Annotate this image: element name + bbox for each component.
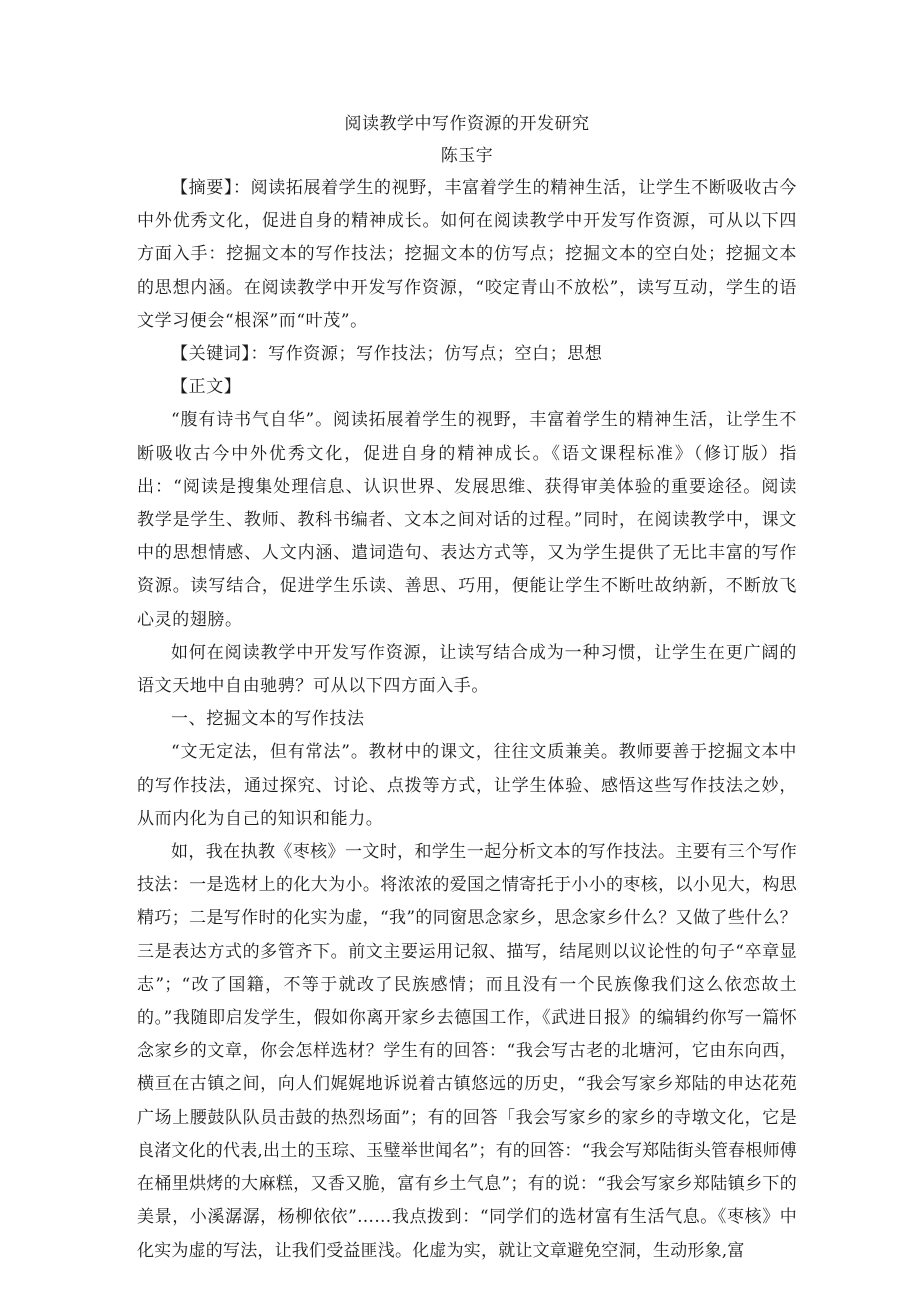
- body-paragraph: “文无定法，但有常法”。教材中的课文，往往文质兼美。教师要善于挖掘文本中的写作技法，通过探究、讨论、点拨等方式，让学生体验、感悟这些写作技法之妙，从而内化为自己的知识和能力。: [137, 742, 797, 829]
- body-paragraph: 如何在阅读教学中开发写作资源，让读写结合成为一种习惯，让学生在更广阔的语文天地中自由驰骋？可从以下四方面入手。: [137, 642, 797, 697]
- document-title: 阅读教学中写作资源的开发研究: [344, 114, 590, 134]
- section-heading: 一、挖掘文本的写作技法: [171, 709, 365, 730]
- keywords-paragraph: 【关键词】：写作资源；写作技法；仿写点；空白；思想: [171, 344, 603, 365]
- body-paragraph: “腹有诗书气自华”。阅读拓展着学生的视野，丰富着学生的精神生活，让学生不断吸收古今中外优秀文化，促进自身的精神成长。《语文课程标准》（修订版）指出：“阅读是搜集处理信息、认识世界、发展思维、获得审美体验的重要途径。阅读教学是学生、教师、教科书编者、文本之间对话的过程。”同时，在阅读教学中，课文中的思想情感、人文内涵、遣词造句、表达方式等，又为学生提供了无比丰富的写作资源。读写结合，促进学生乐读、善思、巧用，便能让学生不断吐故纳新，不断放飞心灵的翅膀。: [137, 410, 797, 630]
- body-heading: 【正文】: [171, 377, 242, 398]
- document-page: [137, 108, 797, 1268]
- body-paragraph: 如，我在执教《枣核》一文时，和学生一起分析文本的写作技法。主要有三个写作技法：一是选材上的化大为小。将浓浓的爱国之情寄托于小小的枣核，以小见大，构思精巧；二是写作时的化实为虚，“我”的同窗思念家乡，思念家乡什么？又做了些什么？三是表达方式的多管齐下。前文主要运用记叙、描写，结尾则以议论性的句子“卒章显志”；“改了国籍，不等于就改了民族感情；而且没有一个民族像我们这么依恋故土的。”我随即启发学生，假如你离开家乡去德国工作，《武进日报》的编辑约你写一篇怀念家乡的文章，你会怎样选材？学生有的回答：“我会写古老的北塘河，它由东向西，横亘在古镇之间，向人们娓娓地诉说着古镇悠远的历史，“我会写家乡郑陆的申达花苑广场上腰鼓队队员击鼓的热烈场面”；有的回答「我会写家乡的家乡的寺墩文化，它是良渚文化的代表,出土的玉琮、玉璧举世闻名”；有的回答：“我会写郑陆街头管春根师傅在桶里烘烤的大麻糕，又香又脆，富有乡土气息”；有的说：“我会写家乡郑陆镇乡下的美景，小溪潺潺，杨柳依依”……我点拨到：“同学们的选材富有生活气息。《枣核》中化实为虚的写法，让我们受益匪浅。化虚为实，就让文章避免空洞，生动形象,富: [137, 842, 797, 1261]
- document-author: 陈玉宇: [440, 146, 494, 166]
- abstract-paragraph: 【摘要】：阅读拓展着学生的视野，丰富着学生的精神生活，让学生不断吸收古今中外优秀文化，促进自身的精神成长。如何在阅读教学中开发写作资源，可从以下四方面入手：挖掘文本的写作技法；挖掘文本的仿写点；挖掘文本的空白处；挖掘文本的思想内涵。在阅读教学中开发写作资源，“咬定青山不放松”，读写互动，学生的语文学习便会“根深”而“叶茂”。: [137, 178, 797, 331]
